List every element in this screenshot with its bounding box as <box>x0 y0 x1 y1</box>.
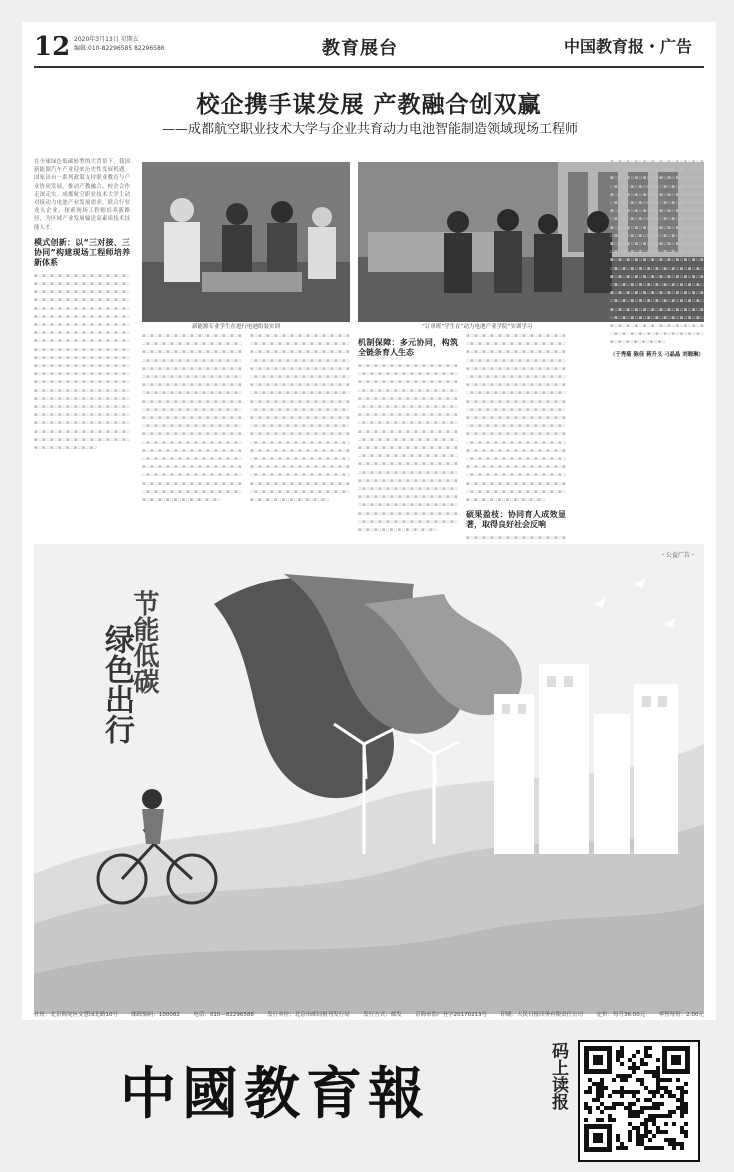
section-heading-1: 模式创新：以“三对接、三协同”构建现场工程师培养新体系 <box>34 237 130 267</box>
body-text-filler: ▪▫▪▫▪▫▪▫▪▫▪▫▪▫▪▫▪▫▪▫▪▫▪▫▪▫▪▫▪▫▪▫▪▫▪▫▪▫▪▫▪▫▪▫▪▫▪▫▪▫▪▫▪▫▪▫▪▫▪▫▪▫▪▫▪▫▪▫▪▫▪▫▪▫▪▫▪▫▪▫▪▫▪▫▪▫▪▫▪▫▪▫▪▫▪▫▪▫▪▫▪▫▪▫▪▫▪▫▪▫▪▫▪▫▪▫▪▫▪▫▪▫▪▫▪▫▪▫▪▫▪▫▪▫▪▫▪▫▪▫▪▫▪▫▪▫▪▫▪▫▪▫▪▫▪▫▪▫▪▫▪▫▪▫▪▫▪▫▪▫▪▫▪▫▪▫▪▫▪▫▪▫▪▫▪▫▪▫▪▫▪▫▪▫▪▫▪▫▪▫▪▫▪▫▪▫▪▫▪▫▪▫▪▫▪▫▪▫▪▫▪▫▪▫▪▫▪▫▪▫▪▫▪▫▪▫▪▫▪▫▪▫▪▫▪▫▪▫▪▫▪▫▪▫▪▫▪▫▪▫▪▫▪▫▪▫▪▫▪▫▪▫▪▫▪▫▪▫▪▫▪▫▪▫▪▫▪▫▪▫▪▫▪▫▪▫▪▫▪▫▪▫▪▫▪▫▪▫▪▫▪▫▪▫▪▫▪▫▪▫▪▫▪▫▪▫▪▫▪▫▪▫▪▫▪▫▪▫▪▫▪▫▪▫▪▫▪▫▪▫▪▫▪▫▪▫▪▫▪▫▪▫▪▫▪▫▪▫▪▫▪▫▪▫▪▫▪▫▪▫▪▫▪▫▪▫▪▫▪▫▪▫▪▫▪▫▪▫▪▫▪▫▪▫▪▫▪▫▪▫▪▫▪▫▪▫▪▫▪▫▪▫▪▫▪▫▪▫▪▫▪▫▪▫▪▫▪▫▪▫▪▫▪▫▪▫▪▫▪▫▪▫▪▫▪▫▪▫▪▫▪▫▪▫▪▫▪▫▪▫▪▫▪▫▪▫▪▫▪▫▪▫▪▫▪▫▪▫▪▫▪▫▪▫▪▫▪▫▪▫▪▫▪▫▪▫▪▫▪▫▪▫▪▫▪▫▪▫▪▫ <box>466 333 566 504</box>
ad-slogan-left: 节能低碳 <box>129 590 159 694</box>
qr-code-icon[interactable] <box>578 1040 700 1162</box>
footer-license: 京海市监广登字20170213号 <box>415 1012 488 1018</box>
body-text-filler: ▪▫▪▫▪▫▪▫▪▫▪▫▪▫▪▫▪▫▪▫▪▫▪▫▪▫▪▫▪▫▪▫▪▫▪▫▪▫▪▫▪▫▪▫▪▫▪▫▪▫▪▫▪▫▪▫▪▫▪▫▪▫▪▫▪▫▪▫▪▫▪▫▪▫▪▫▪▫▪▫▪▫▪▫▪▫▪▫▪▫▪▫▪▫▪▫▪▫▪▫▪▫▪▫▪▫▪▫▪▫▪▫▪▫▪▫▪▫▪▫▪▫▪▫▪▫▪▫▪▫▪▫▪▫▪▫▪▫▪▫▪▫▪▫▪▫▪▫▪▫▪▫▪▫▪▫▪▫▪▫▪▫▪▫▪▫▪▫▪▫▪▫▪▫▪▫▪▫▪▫▪▫▪▫▪▫▪▫▪▫▪▫▪▫▪▫▪▫▪▫▪▫▪▫▪▫▪▫▪▫▪▫▪▫▪▫▪▫▪▫▪▫▪▫▪▫▪▫▪▫▪▫▪▫▪▫▪▫▪▫▪▫▪▫▪▫▪▫▪▫▪▫▪▫▪▫▪▫▪▫▪▫▪▫▪▫▪▫▪▫▪▫▪▫▪▫▪▫▪▫▪▫▪▫▪▫▪▫▪▫▪▫▪▫▪▫▪▫▪▫▪▫▪▫▪▫▪▫▪▫▪▫▪▫▪▫▪▫▪▫▪▫▪▫▪▫▪▫▪▫▪▫▪▫▪▫▪▫▪▫▪▫▪▫▪▫▪▫▪▫▪▫▪▫▪▫▪▫▪▫▪▫▪▫▪▫▪▫▪▫▪▫▪▫▪▫▪▫▪▫▪▫▪▫▪▫▪▫▪▫▪▫▪▫▪▫▪▫▪▫▪▫▪▫▪▫▪▫▪▫▪▫▪▫▪▫▪▫▪▫▪▫▪▫▪▫▪▫▪▫▪▫▪▫▪▫▪▫▪▫▪▫▪▫▪▫▪▫▪▫▪▫▪▫▪▫▪▫▪▫▪▫▪▫▪▫▪▫▪▫▪▫▪▫▪▫▪▫▪▫▪▫▪▫▪▫▪▫▪▫▪▫▪▫▪▫▪▫▪▫▪▫▪▫▪▫▪▫▪▫▪▫▪▫▪▫▪▫▪▫ <box>358 363 458 534</box>
date-line: 2020年3月13日 星期五 编辑:010-82296585 82296586 <box>74 36 165 52</box>
masthead-small: 中国教育报・广告 <box>563 37 692 56</box>
body-text-filler: ▪▫▪▫▪▫▪▫▪▫▪▫▪▫▪▫▪▫▪▫▪▫▪▫▪ <box>466 535 566 542</box>
article-column-5 <box>466 332 566 542</box>
footer-printer: 印刷：人民日报印务有限责任公司 <box>500 1012 584 1018</box>
photo-1-caption: 新能源专业学生在进行电池组装实训 <box>192 324 281 330</box>
intro-paragraph: 在全球绿色低碳转型的大背景下，我国新能源汽车产业迎来历史性发展机遇。国家出台一系列政策支持职业教育与产业协同发展，推动产教融合、校企合作走深走实。成都航空职业技术大学主动对接动力电池产业发展需求，联合行业龙头企业，探索现场工程师培养新路径，为区域产业发展输送高素质技术技能人才。 <box>34 159 130 231</box>
body-text-filler: ▪▫▪▫▪▫▪▫▪▫▪▫▪▫▪▫▪▫▪▫▪▫▪▫▪▫▪▫▪▫▪▫▪▫▪▫▪▫▪▫▪▫▪▫▪▫▪▫▪▫▪▫▪▫▪▫▪▫▪▫▪▫▪▫▪▫▪▫▪▫▪▫▪▫▪▫▪▫▪▫▪▫▪▫▪▫▪▫▪▫▪▫▪▫▪▫▪▫▪▫▪▫▪▫▪▫▪▫▪▫▪▫▪▫▪▫▪▫▪▫▪▫▪▫▪▫▪▫▪▫▪▫▪▫▪▫▪▫▪▫▪▫▪▫▪▫▪▫▪▫▪▫▪▫▪▫▪▫▪▫▪▫▪▫▪▫▪▫▪▫▪▫▪▫▪▫▪▫▪▫▪▫▪▫▪▫▪▫▪▫▪▫▪▫▪▫▪▫▪▫▪▫▪▫▪▫▪▫▪▫▪▫▪▫▪▫▪▫▪▫▪▫▪▫▪▫▪▫▪▫▪▫▪▫▪▫▪▫▪▫▪▫▪▫▪▫▪▫▪▫▪▫▪▫▪▫▪▫▪▫▪▫▪▫▪▫▪▫▪▫▪▫▪▫▪▫▪▫▪▫▪▫▪▫▪▫▪▫▪▫▪▫▪▫▪▫▪▫▪▫▪▫▪▫▪▫▪▫▪▫▪▫▪▫▪▫▪▫▪▫▪▫▪▫▪▫▪▫▪▫▪▫▪▫▪▫▪▫▪▫▪▫▪▫▪▫▪▫▪▫▪▫▪▫▪▫▪▫▪▫▪▫▪▫▪▫▪▫▪▫▪▫▪▫▪▫▪▫▪▫▪▫▪▫▪▫▪▫▪▫▪▫▪▫▪▫▪▫▪▫▪▫▪▫▪▫▪▫▪▫▪▫▪▫▪▫▪▫▪▫▪▫▪▫▪▫▪▫▪▫▪▫▪▫▪▫▪▫▪▫▪▫▪▫▪▫▪▫▪▫▪▫▪▫▪▫▪▫▪▫▪▫▪▫▪▫▪▫▪▫▪▫▪▫▪▫▪▫▪▫▪▫▪▫▪▫▪▫▪▫▪▫▪▫▪▫▪▫▪▫▪▫▪▫▪▫▪▫▪▫▪▫▪▫▪▫▪▫▪▫ <box>34 272 130 452</box>
body-text-filler: ▪▫▪▫▪▫▪▫▪▫▪▫▪▫▪▫▪▫▪▫▪▫▪▫▪▫▪▫▪▫▪▫▪▫▪▫▪▫▪▫▪▫▪▫▪▫▪▫▪▫▪▫▪▫▪▫▪▫▪▫▪▫▪▫▪▫▪▫▪▫▪▫▪▫▪▫▪▫▪▫▪▫▪▫▪▫▪▫▪▫▪▫▪▫▪▫▪▫▪▫▪▫▪▫▪▫▪▫▪▫▪▫▪▫▪▫▪▫▪▫▪▫▪▫▪▫▪▫▪▫▪▫▪▫▪▫▪▫▪▫▪▫▪▫▪▫▪▫▪▫▪▫▪▫▪▫▪▫▪▫▪▫▪▫▪▫▪▫▪▫▪▫▪▫▪▫▪▫▪▫▪▫▪▫▪▫▪▫▪▫▪▫▪▫▪▫▪▫▪▫▪▫▪▫▪▫▪▫▪▫▪▫▪▫▪▫▪▫▪▫▪▫▪▫▪▫▪▫▪▫▪▫▪▫▪▫▪▫▪▫▪▫▪▫▪▫▪▫▪▫▪▫▪▫▪▫▪▫▪▫▪▫▪▫▪▫▪▫▪▫▪▫▪▫▪▫▪▫▪▫▪▫▪▫▪▫▪▫▪▫▪▫▪▫▪▫▪▫▪▫▪▫▪▫▪▫▪▫▪▫▪▫▪▫▪▫▪▫▪▫▪▫▪▫▪▫▪▫▪▫▪▫▪▫▪▫▪▫▪▫▪▫▪▫▪▫▪▫▪▫▪▫▪▫▪▫▪▫▪▫▪▫▪▫▪▫▪▫▪▫▪▫▪▫▪▫▪▫▪▫▪▫▪▫▪▫▪▫▪▫▪▫▪▫▪▫▪▫▪▫▪▫▪▫▪▫▪▫▪▫▪▫▪▫▪▫▪▫▪▫▪▫▪▫▪▫▪▫▪▫▪▫▪▫▪▫▪▫▪▫▪▫▪▫▪▫▪▫▪▫▪▫▪▫▪▫▪▫▪▫▪▫▪▫▪▫▪▫▪▫▪▫▪▫▪▫▪▫▪▫▪▫▪▫▪▫▪▫▪▫▪▫▪▫▪▫▪▫▪▫▪▫▪▫▪▫▪▫▪▫▪▫▪▫▪▫▪▫▪▫ <box>610 159 704 346</box>
page-footer <box>34 1010 704 1018</box>
masthead-large: 中國教育報 <box>120 1061 430 1127</box>
body-text-filler: ▪▫▪▫▪▫▪▫▪▫▪▫▪▫▪▫▪▫▪▫▪▫▪▫▪▫▪▫▪▫▪▫▪▫▪▫▪▫▪▫▪▫▪▫▪▫▪▫▪▫▪▫▪▫▪▫▪▫▪▫▪▫▪▫▪▫▪▫▪▫▪▫▪▫▪▫▪▫▪▫▪▫▪▫▪▫▪▫▪▫▪▫▪▫▪▫▪▫▪▫▪▫▪▫▪▫▪▫▪▫▪▫▪▫▪▫▪▫▪▫▪▫▪▫▪▫▪▫▪▫▪▫▪▫▪▫▪▫▪▫▪▫▪▫▪▫▪▫▪▫▪▫▪▫▪▫▪▫▪▫▪▫▪▫▪▫▪▫▪▫▪▫▪▫▪▫▪▫▪▫▪▫▪▫▪▫▪▫▪▫▪▫▪▫▪▫▪▫▪▫▪▫▪▫▪▫▪▫▪▫▪▫▪▫▪▫▪▫▪▫▪▫▪▫▪▫▪▫▪▫▪▫▪▫▪▫▪▫▪▫▪▫▪▫▪▫▪▫▪▫▪▫▪▫▪▫▪▫▪▫▪▫▪▫▪▫▪▫▪▫▪▫▪▫▪▫▪▫▪▫▪▫▪▫▪▫▪▫▪▫▪▫▪▫▪▫▪▫▪▫▪▫▪▫▪▫▪▫▪▫▪▫▪▫▪▫▪▫▪▫▪▫▪▫▪▫▪▫▪▫▪▫▪▫▪▫▪▫▪▫▪▫▪▫▪▫▪▫▪▫▪▫▪▫▪▫▪▫▪▫▪▫▪▫▪▫▪▫▪▫▪▫▪▫▪▫▪▫▪▫▪▫▪▫▪▫▪▫▪▫▪▫▪▫▪▫▪▫▪▫▪▫▪▫▪▫▪▫▪▫▪▫▪▫▪▫▪▫▪▫▪▫▪▫▪▫▪▫▪▫▪▫▪▫▪▫▪▫▪▫▪▫▪▫▪▫▪▫▪▫▪▫▪▫▪▫▪▫▪▫▪▫▪▫▪▫▪▫▪▫▪▫▪▫▪▫▪▫▪▫▪▫▪▫▪▫▪▫▪▫▪▫▪▫▪▫▪▫▪▫▪▫▪▫▪▫▪▫▪▫▪▫▪▫▪▫▪▫▪▫ <box>142 333 242 504</box>
article-column-3 <box>250 332 350 538</box>
article-subtitle: ——成都航空职业技术大学与企业共育动力电池智能制造领域现场工程师 <box>162 122 579 137</box>
footer-address: 社址：北京海淀区文慧园北路10号 <box>34 1012 118 1018</box>
footer-price-issue: 零售每份：2.00元 <box>658 1012 704 1018</box>
page-number: 12 <box>34 32 71 62</box>
public-service-ad <box>34 544 704 1014</box>
section-heading-3: 硕果盈枝：协同育人成效显著，取得良好社会反响 <box>466 510 566 530</box>
article-column-4 <box>358 332 458 538</box>
article-photo-1 <box>142 162 350 322</box>
ad-slogan-right: 绿色出行 <box>99 624 134 744</box>
footer-issue: 发行方式：邮发 <box>363 1012 402 1018</box>
article-column-2 <box>142 332 242 538</box>
article-column-1 <box>34 158 130 538</box>
section-title: 教育展台 <box>322 38 398 59</box>
footer-phone: 电话：010—82296588 <box>193 1012 254 1018</box>
article-column-6 <box>610 158 704 538</box>
scan-to-read-label: 码上读报 <box>548 1042 568 1110</box>
footer-distribution: 发行单位：北京市邮局报刊发行局 <box>267 1012 350 1018</box>
footer-postcode: 邮政编码：100082 <box>131 1012 180 1018</box>
ad-tag: ・公益广告・ <box>659 552 696 559</box>
footer-price-year: 定价：每月36.00元 <box>596 1012 646 1018</box>
body-text-filler: ▪▫▪▫▪▫▪▫▪▫▪▫▪▫▪▫▪▫▪▫▪▫▪▫▪▫▪▫▪▫▪▫▪▫▪▫▪▫▪▫▪▫▪▫▪▫▪▫▪▫▪▫▪▫▪▫▪▫▪▫▪▫▪▫▪▫▪▫▪▫▪▫▪▫▪▫▪▫▪▫▪▫▪▫▪▫▪▫▪▫▪▫▪▫▪▫▪▫▪▫▪▫▪▫▪▫▪▫▪▫▪▫▪▫▪▫▪▫▪▫▪▫▪▫▪▫▪▫▪▫▪▫▪▫▪▫▪▫▪▫▪▫▪▫▪▫▪▫▪▫▪▫▪▫▪▫▪▫▪▫▪▫▪▫▪▫▪▫▪▫▪▫▪▫▪▫▪▫▪▫▪▫▪▫▪▫▪▫▪▫▪▫▪▫▪▫▪▫▪▫▪▫▪▫▪▫▪▫▪▫▪▫▪▫▪▫▪▫▪▫▪▫▪▫▪▫▪▫▪▫▪▫▪▫▪▫▪▫▪▫▪▫▪▫▪▫▪▫▪▫▪▫▪▫▪▫▪▫▪▫▪▫▪▫▪▫▪▫▪▫▪▫▪▫▪▫▪▫▪▫▪▫▪▫▪▫▪▫▪▫▪▫▪▫▪▫▪▫▪▫▪▫▪▫▪▫▪▫▪▫▪▫▪▫▪▫▪▫▪▫▪▫▪▫▪▫▪▫▪▫▪▫▪▫▪▫▪▫▪▫▪▫▪▫▪▫▪▫▪▫▪▫▪▫▪▫▪▫▪▫▪▫▪▫▪▫▪▫▪▫▪▫▪▫▪▫▪▫▪▫▪▫▪▫▪▫▪▫▪▫▪▫▪▫▪▫▪▫▪▫▪▫▪▫▪▫▪▫▪▫▪▫▪▫▪▫▪▫▪▫▪▫▪▫▪▫▪▫▪▫▪▫▪▫▪▫▪▫▪▫▪▫▪▫▪▫▪▫▪▫▪▫▪▫▪▫▪▫▪▫▪▫▪▫▪▫▪▫▪▫▪▫▪▫▪▫▪▫▪▫▪▫▪▫▪▫▪▫▪▫▪▫▪▫▪▫▪▫▪▫▪▫▪▫▪▫▪▫▪▫▪▫▪▫▪▫▪▫▪▫ <box>250 333 350 504</box>
newspaper-page <box>22 22 716 1020</box>
header-rule <box>34 66 704 68</box>
article-title: 校企携手谋发展 产教融合创双赢 <box>196 91 542 118</box>
article-byline: （于秀菊 陈佳 蒋升义 刁晶晶 刘晓琳） <box>610 351 704 358</box>
page-header <box>22 22 716 66</box>
photo-2-caption: “订单班”学生在“动力电池产业学院”实训学习 <box>422 324 533 330</box>
section-heading-2: 机制保障：多元协同，构筑全链条育人生态 <box>358 338 458 357</box>
